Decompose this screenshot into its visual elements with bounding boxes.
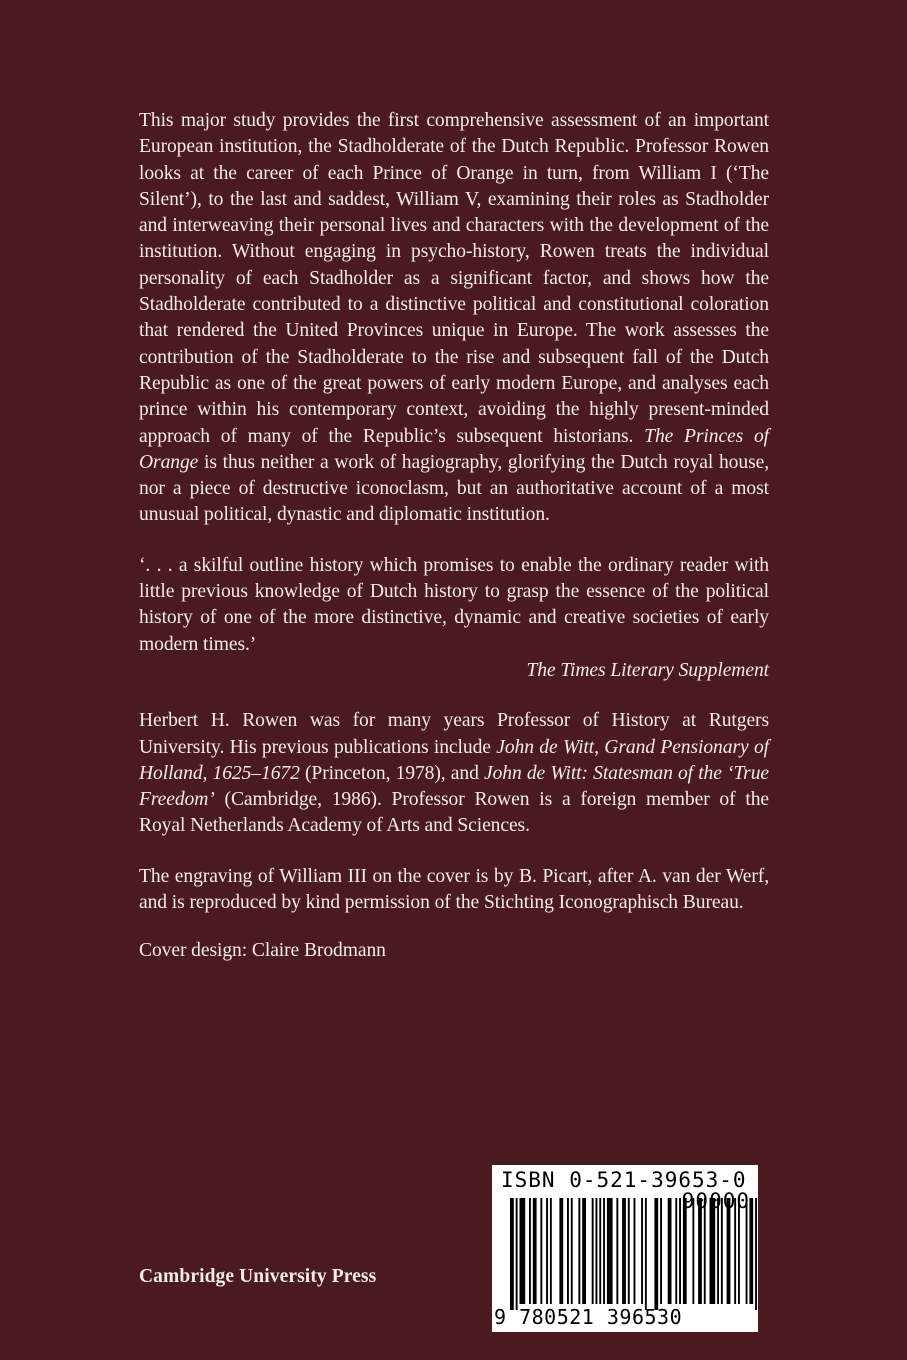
ean-digits: 9 780521 396530 xyxy=(494,1305,683,1329)
bio-text-2: (Princeton, 1978), and xyxy=(299,762,484,784)
barcode-bar xyxy=(749,1198,753,1304)
author-bio xyxy=(139,708,769,839)
barcode-bar xyxy=(668,1198,672,1304)
barcode-bar xyxy=(698,1198,702,1304)
bio-book-title-2: John de Witt: Statesman of the ‘True Freedom’ xyxy=(139,762,769,811)
barcode-bar xyxy=(578,1198,580,1304)
barcode-bar xyxy=(559,1198,563,1304)
barcode-bar xyxy=(675,1198,677,1304)
book-title: The Princes of Orange xyxy=(139,425,769,473)
barcode-bar xyxy=(738,1198,740,1304)
barcode-bar xyxy=(717,1198,719,1304)
isbn-barcode xyxy=(492,1165,758,1332)
barcode-bar xyxy=(654,1198,658,1310)
barcode-bar xyxy=(596,1198,598,1304)
barcode-bar xyxy=(704,1198,706,1304)
barcode-bar xyxy=(510,1198,514,1310)
barcode-bar xyxy=(550,1198,552,1304)
barcode-bar xyxy=(710,1198,716,1304)
barcode-bar xyxy=(571,1198,573,1304)
barcode-bar xyxy=(660,1198,662,1304)
blurb-text-continued: is thus neither a work of hagiography, glorifying the Dutch royal house, nor a piece of destructive iconoclasm, but an authoritative account of a most unusual political, dynastic and diplomatic institution. xyxy=(139,451,769,526)
barcode-bar xyxy=(634,1198,636,1304)
barcode-bar xyxy=(582,1198,586,1304)
barcode-bar xyxy=(520,1198,526,1304)
publisher-name: Cambridge University Press xyxy=(139,1266,377,1287)
book-blurb xyxy=(139,108,769,529)
cover-design-credit: Cover design: Claire Brodmann xyxy=(139,940,386,962)
engraving-note: The engraving of William III on the cover is by B. Picart, after A. van der Werf, and is reproduced by kind permission of the Stichting Iconographisch Bureau. xyxy=(139,865,769,914)
barcode-bar xyxy=(746,1198,748,1304)
barcode-bar xyxy=(529,1198,531,1304)
blurb-text: This major study provides the first comprehensive assessment of an important European institution, the Stadholderate of the Dutch Republic. Professor Rowen looks at the career of each Prince of Orange in turn, from William I (‘The Silent’), to the last and saddest, William V, examining their roles as Stadholder and interweaving their personal lives and characters with the development of the institution. Without engaging in psycho-history, Rowen treats the individual personality of each Stadholder as a significant factor, and shows how the Stadholderate contributed to a distinctive political and constitutional coloration that rendered the United Provinces unique in Europe. The work assesses the contribution of the Stadholderate to the rise and subsequent fall of the Dutch Republic as one of the great powers of early modern Europe, and analyses each prince within his contemporary context, avoiding the highly present-minded approach of many of the Republic’s subsequent historians. xyxy=(139,110,769,447)
barcode-bar xyxy=(645,1198,647,1310)
isbn-label: ISBN 0-521-39653-0 xyxy=(501,1168,747,1192)
barcode-bar xyxy=(692,1198,694,1304)
barcode-bar xyxy=(622,1198,626,1304)
review-source: The Times Literary Supplement xyxy=(526,659,769,681)
barcode-bar xyxy=(592,1198,594,1304)
barcode-bar xyxy=(641,1198,643,1304)
back-cover-text xyxy=(139,108,769,965)
barcode-bar xyxy=(734,1198,736,1304)
barcode-bar xyxy=(679,1198,681,1304)
barcode-bar xyxy=(683,1198,687,1304)
barcode-bar xyxy=(599,1198,601,1304)
barcode-bar xyxy=(727,1198,731,1304)
barcode-bar xyxy=(540,1198,542,1304)
bio-book-title-1: John de Witt, Grand Pensionary of Holland, 1625–1672 xyxy=(139,736,769,784)
barcode-bar xyxy=(516,1198,518,1310)
barcode-bar xyxy=(567,1198,569,1304)
review-quote: ‘. . . a skilful outline history which promises to enable the ordinary reader with little previous knowledge of Dutch history to grasp the essence of the political history of one of the more distinctive, dynamic and creative societies of early modern times.’ xyxy=(139,554,769,655)
barcode-bar xyxy=(546,1198,548,1304)
bio-text: Herbert H. Rowen was for many years Professor of History at Rutgers University. His previous publications include xyxy=(139,710,769,758)
bio-text-3: (Cambridge, 1986). Professor Rowen is a foreign member of the Royal Netherlands Academy of Arts and Sciences. xyxy=(139,789,769,837)
barcode-bar xyxy=(721,1198,723,1304)
price-code: 90000 xyxy=(681,1189,750,1213)
barcode-bar xyxy=(533,1198,537,1304)
barcode-bar xyxy=(755,1198,757,1310)
barcode-bar xyxy=(616,1198,618,1304)
barcode-bar xyxy=(628,1198,630,1304)
barcode-bar xyxy=(603,1198,605,1304)
barcode-bar xyxy=(607,1198,613,1304)
